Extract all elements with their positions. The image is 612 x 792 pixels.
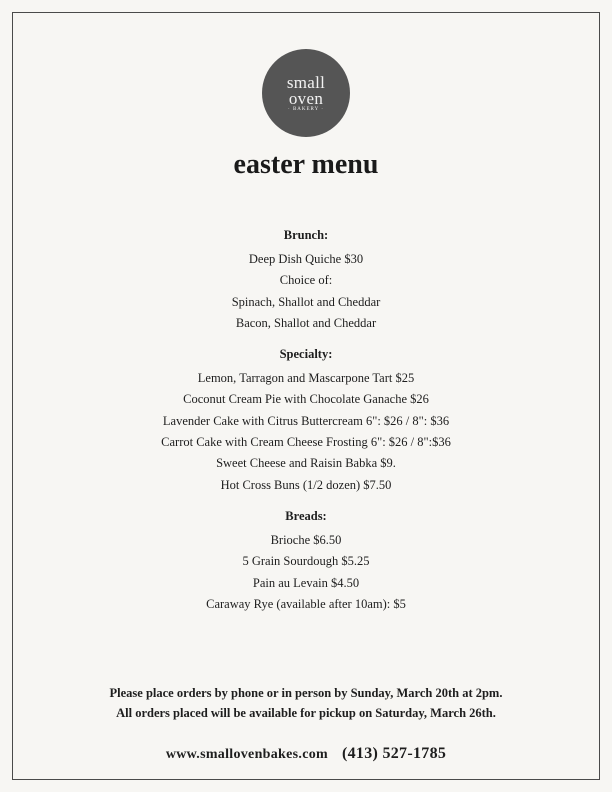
section-heading: Breads: <box>285 508 327 523</box>
phone-number: (413) 527-1785 <box>341 745 447 762</box>
logo-line-oven: oven <box>288 89 324 108</box>
menu-body <box>30 228 582 628</box>
menu-item: Carrot Cake with Cream Cheese Frosting 6": $26 / 8":$36 <box>161 435 451 450</box>
menu-item: Pain au Levain $4.50 <box>252 575 360 590</box>
menu-item: Sweet Cheese and Raisin Babka $9. <box>216 456 396 471</box>
pickup-date-text: All orders placed will be available for pickup on Saturday, March 26th. <box>116 706 496 720</box>
logo-line-bakery: · BAKERY · <box>288 107 324 112</box>
logo-line-small: small <box>286 73 326 92</box>
bakery-logo <box>262 49 350 137</box>
menu-item: Lemon, Tarragon and Mascarpone Tart $25 <box>197 371 415 386</box>
menu-item: Hot Cross Buns (1/2 dozen) $7.50 <box>220 477 392 492</box>
menu-item: Lavender Cake with Citrus Buttercream 6": $26 / 8": $36 <box>162 413 450 428</box>
menu-item: Spinach, Shallot and Cheddar <box>231 294 381 309</box>
menu-item: Brioche $6.50 <box>270 532 342 547</box>
menu-item: Deep Dish Quiche $30 <box>248 252 364 266</box>
section-breads <box>30 509 582 615</box>
website-text: www.smallovenbakes.com <box>165 747 328 762</box>
order-notice <box>0 683 612 723</box>
section-heading: Specialty: <box>279 347 333 362</box>
menu-item: Caraway Rye (available after 10am): $5 <box>206 596 406 611</box>
order-deadline-text: Please place orders by phone or in person by Sunday, March 20th at 2pm. <box>109 686 503 700</box>
contact-info <box>0 744 612 765</box>
section-brunch <box>30 228 582 334</box>
menu-title: easter menu <box>233 149 379 180</box>
menu-item: Bacon, Shallot and Cheddar <box>235 315 377 330</box>
section-heading: Brunch: <box>283 228 329 242</box>
menu-item: Coconut Cream Pie with Chocolate Ganache $26 <box>183 392 429 407</box>
menu-item: 5 Grain Sourdough $5.25 <box>242 554 370 569</box>
menu-item: Choice of: <box>279 273 333 288</box>
section-specialty <box>30 347 582 496</box>
